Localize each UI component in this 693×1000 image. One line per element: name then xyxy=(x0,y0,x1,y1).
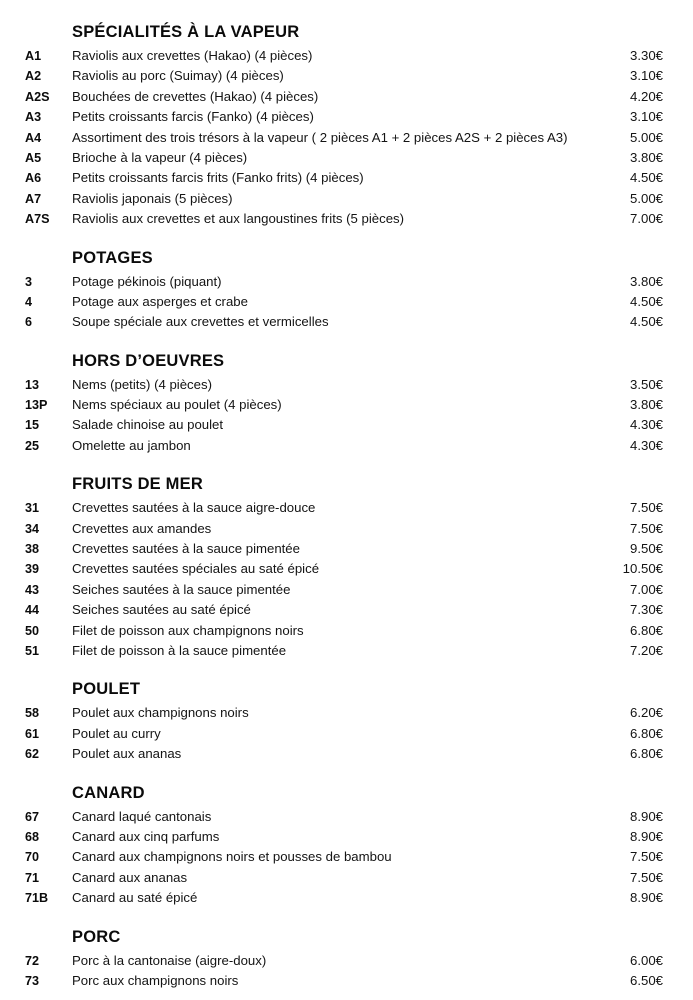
menu-item-name: Raviolis au porc (Suimay) (4 pièces) xyxy=(72,68,284,84)
menu-item-name: Crevettes aux amandes xyxy=(72,520,212,536)
menu-item-name: Potage aux asperges et crabe xyxy=(72,293,248,309)
menu-item-row xyxy=(25,703,663,723)
menu-item-price: 7.30€ xyxy=(629,602,663,618)
menu-item-price: 4.30€ xyxy=(629,417,663,433)
menu-item-code: 6 xyxy=(25,315,33,330)
menu-item-name: Canard aux ananas xyxy=(72,869,188,885)
menu-item-row xyxy=(25,827,663,847)
menu-item-code: A7 xyxy=(25,191,42,206)
menu-item-code: 34 xyxy=(25,521,40,536)
menu-item-row xyxy=(25,395,663,415)
menu-item-name: Porc aux champignons noirs xyxy=(72,972,239,988)
menu-item-name: Raviolis aux crevettes et aux langoustines frits (5 pièces) xyxy=(72,211,405,227)
menu-item-price: 7.50€ xyxy=(629,849,663,865)
menu-item-code: A2 xyxy=(25,69,42,84)
menu-item-row xyxy=(25,559,663,579)
menu-item-row xyxy=(25,498,663,518)
menu-item-row xyxy=(25,436,663,456)
menu-item-price: 4.30€ xyxy=(629,437,663,453)
menu-item-row xyxy=(25,600,663,620)
menu-section xyxy=(25,351,663,457)
menu-item-row xyxy=(25,807,663,827)
menu-item-price: 5.00€ xyxy=(629,190,663,206)
menu-item-name: Filet de poisson à la sauce pimentée xyxy=(72,642,287,658)
menu-item-price: 3.80€ xyxy=(629,397,663,413)
menu-item-code: 38 xyxy=(25,542,40,557)
menu-item-name: Seiches sautées au saté épicé xyxy=(72,602,251,618)
menu-item-code: 31 xyxy=(25,501,40,516)
menu-item-name: Potage pékinois (piquant) xyxy=(72,273,222,289)
menu-item-code: 13P xyxy=(25,398,48,413)
section-heading: SPÉCIALITÉS À LA VAPEUR xyxy=(72,23,300,41)
menu-item-name: Poulet aux ananas xyxy=(72,746,182,762)
menu-item-price: 6.00€ xyxy=(629,952,663,968)
menu-item-row xyxy=(25,744,663,764)
menu-item-price: 8.90€ xyxy=(629,808,663,824)
menu-item-name: Crevettes sautées spéciales au saté épicé xyxy=(72,561,320,577)
menu-item-row xyxy=(25,641,663,661)
menu-item-name: Canard laqué cantonais xyxy=(72,808,212,824)
menu-item-code: 3 xyxy=(25,274,33,289)
menu-item-row xyxy=(25,148,663,168)
menu-item-row xyxy=(25,107,663,127)
menu-item-price: 6.80€ xyxy=(629,746,663,762)
menu-item-code: 67 xyxy=(25,809,40,824)
menu-item-price: 7.50€ xyxy=(629,500,663,516)
menu-item-name: Poulet aux champignons noirs xyxy=(72,705,249,721)
menu-item-price: 6.80€ xyxy=(629,622,663,638)
menu-item-code: 58 xyxy=(25,706,40,721)
menu-item-row xyxy=(25,312,663,332)
menu-item-name: Assortiment des trois trésors à la vapeur ( 2 pièces A1 + 2 pièces A2S + 2 pièces A3) xyxy=(72,129,568,145)
menu-item-price: 6.50€ xyxy=(629,972,663,988)
menu-item-code: 51 xyxy=(25,643,40,658)
menu-item-code: 44 xyxy=(25,603,40,618)
menu-item-row xyxy=(25,46,663,66)
menu-item-row xyxy=(25,272,663,292)
menu-item-row xyxy=(25,888,663,908)
menu-item-row xyxy=(25,66,663,86)
section-heading: POULET xyxy=(72,680,141,699)
menu-item-price: 6.80€ xyxy=(629,725,663,741)
menu-item-code: 68 xyxy=(25,829,40,844)
menu-item-name: Canard au saté épicé xyxy=(72,890,198,906)
menu-item-name: Bouchées de crevettes (Hakao) (4 pièces) xyxy=(72,88,319,104)
menu-item-price: 7.50€ xyxy=(629,520,663,536)
menu-item-code: A2S xyxy=(25,89,50,104)
menu-item-name: Raviolis japonais (5 pièces) xyxy=(72,190,233,206)
menu-item-row xyxy=(25,168,663,188)
menu-item-price: 7.00€ xyxy=(629,581,663,597)
menu-item-row xyxy=(25,951,663,971)
menu-item-code: 70 xyxy=(25,850,40,865)
section-heading: HORS D’OEUVRES xyxy=(72,351,225,370)
menu-item-row xyxy=(25,847,663,867)
menu-item-name: Petits croissants farcis (Fanko) (4 pièces) xyxy=(72,109,314,125)
section-heading: FRUITS DE MER xyxy=(72,475,203,494)
menu-item-row xyxy=(25,724,663,744)
menu-item-code: A6 xyxy=(25,171,42,186)
menu-item-row xyxy=(25,621,663,641)
menu-section xyxy=(25,783,663,909)
menu-item-code: 71 xyxy=(25,870,40,885)
menu-item-code: 39 xyxy=(25,562,40,577)
menu-item-name: Poulet au curry xyxy=(72,725,161,741)
menu-item-code: A5 xyxy=(25,150,42,165)
menu-section xyxy=(25,248,663,333)
menu-section xyxy=(25,22,663,230)
menu-item-name: Canard aux cinq parfums xyxy=(72,828,220,844)
menu-item-name: Crevettes sautées à la sauce pimentée xyxy=(72,541,300,557)
menu-item-row xyxy=(25,519,663,539)
menu-item-price: 3.80€ xyxy=(629,273,663,289)
menu-section xyxy=(25,927,663,992)
menu-item-code: A7S xyxy=(25,212,50,227)
section-heading: POTAGES xyxy=(72,248,153,267)
menu-item-name: Nems (petits) (4 pièces) xyxy=(72,376,212,392)
menu-item-price: 3.50€ xyxy=(629,376,663,392)
menu-item-name: Canard aux champignons noirs et pousses de bambou xyxy=(72,849,392,865)
menu-item-name: Nems spéciaux au poulet (4 pièces) xyxy=(72,397,282,413)
menu-item-price: 10.50€ xyxy=(622,561,663,577)
menu-item-name: Omelette au jambon xyxy=(72,437,191,453)
menu-item-price: 4.50€ xyxy=(629,170,663,186)
menu-item-price: 8.90€ xyxy=(629,828,663,844)
menu-item-name: Salade chinoise au poulet xyxy=(72,417,224,433)
menu-item-row xyxy=(25,375,663,395)
menu-item-row xyxy=(25,189,663,209)
menu-item-name: Brioche à la vapeur (4 pièces) xyxy=(72,149,248,165)
menu-item-code: 25 xyxy=(25,438,40,453)
menu-section xyxy=(25,474,663,661)
menu-item-code: A1 xyxy=(25,49,42,63)
menu-item-code: 61 xyxy=(25,726,40,741)
menu-item-price: 8.90€ xyxy=(629,890,663,906)
menu-item-code: 43 xyxy=(25,582,40,597)
menu-item-price: 9.50€ xyxy=(629,541,663,557)
menu-item-code: 13 xyxy=(25,377,40,392)
menu-item-row xyxy=(25,415,663,435)
menu-item-price: 7.20€ xyxy=(629,642,663,658)
menu-item-row xyxy=(25,292,663,312)
menu-item-name: Porc à la cantonaise (aigre-doux) xyxy=(72,952,267,968)
menu-item-price: 4.50€ xyxy=(629,314,663,330)
section-heading: CANARD xyxy=(72,783,145,802)
menu-item-code: 73 xyxy=(25,973,40,988)
menu-item-name: Crevettes sautées à la sauce aigre-douce xyxy=(72,500,316,516)
menu-item-price: 3.10€ xyxy=(629,68,663,84)
menu-item-name: Seiches sautées à la sauce pimentée xyxy=(72,581,291,597)
menu-item-row xyxy=(25,128,663,148)
menu-item-code: 15 xyxy=(25,418,40,433)
menu-item-price: 4.50€ xyxy=(629,293,663,309)
menu-item-name: Soupe spéciale aux crevettes et vermicelles xyxy=(72,314,329,330)
menu-item-price: 7.00€ xyxy=(629,211,663,227)
menu-item-code: 62 xyxy=(25,747,40,762)
menu-item-price: 4.20€ xyxy=(629,88,663,104)
menu-item-code: 50 xyxy=(25,623,40,638)
menu-item-code: A4 xyxy=(25,130,42,145)
menu-item-row xyxy=(25,209,663,229)
menu-item-price: 3.10€ xyxy=(629,109,663,125)
menu-item-price: 3.80€ xyxy=(629,149,663,165)
menu-section xyxy=(25,679,663,764)
menu-item-row xyxy=(25,868,663,888)
menu-item-price: 5.00€ xyxy=(629,129,663,145)
menu-item-price: 3.30€ xyxy=(629,48,663,63)
menu-item-price: 7.50€ xyxy=(629,869,663,885)
section-heading: PORC xyxy=(72,927,121,946)
menu-item-name: Filet de poisson aux champignons noirs xyxy=(72,622,304,638)
menu-item-name: Raviolis aux crevettes (Hakao) (4 pièces) xyxy=(72,48,313,63)
menu-item-name: Petits croissants farcis frits (Fanko frits) (4 pièces) xyxy=(72,170,364,186)
menu-item-row xyxy=(25,539,663,559)
menu-item-code: 4 xyxy=(25,294,33,309)
menu-item-code: 71B xyxy=(25,891,49,906)
menu-item-row xyxy=(25,580,663,600)
menu-item-code: 72 xyxy=(25,953,40,968)
menu-item-price: 6.20€ xyxy=(629,705,663,721)
menu-item-row xyxy=(25,87,663,107)
menu-item-row xyxy=(25,971,663,991)
menu-item-code: A3 xyxy=(25,110,42,125)
